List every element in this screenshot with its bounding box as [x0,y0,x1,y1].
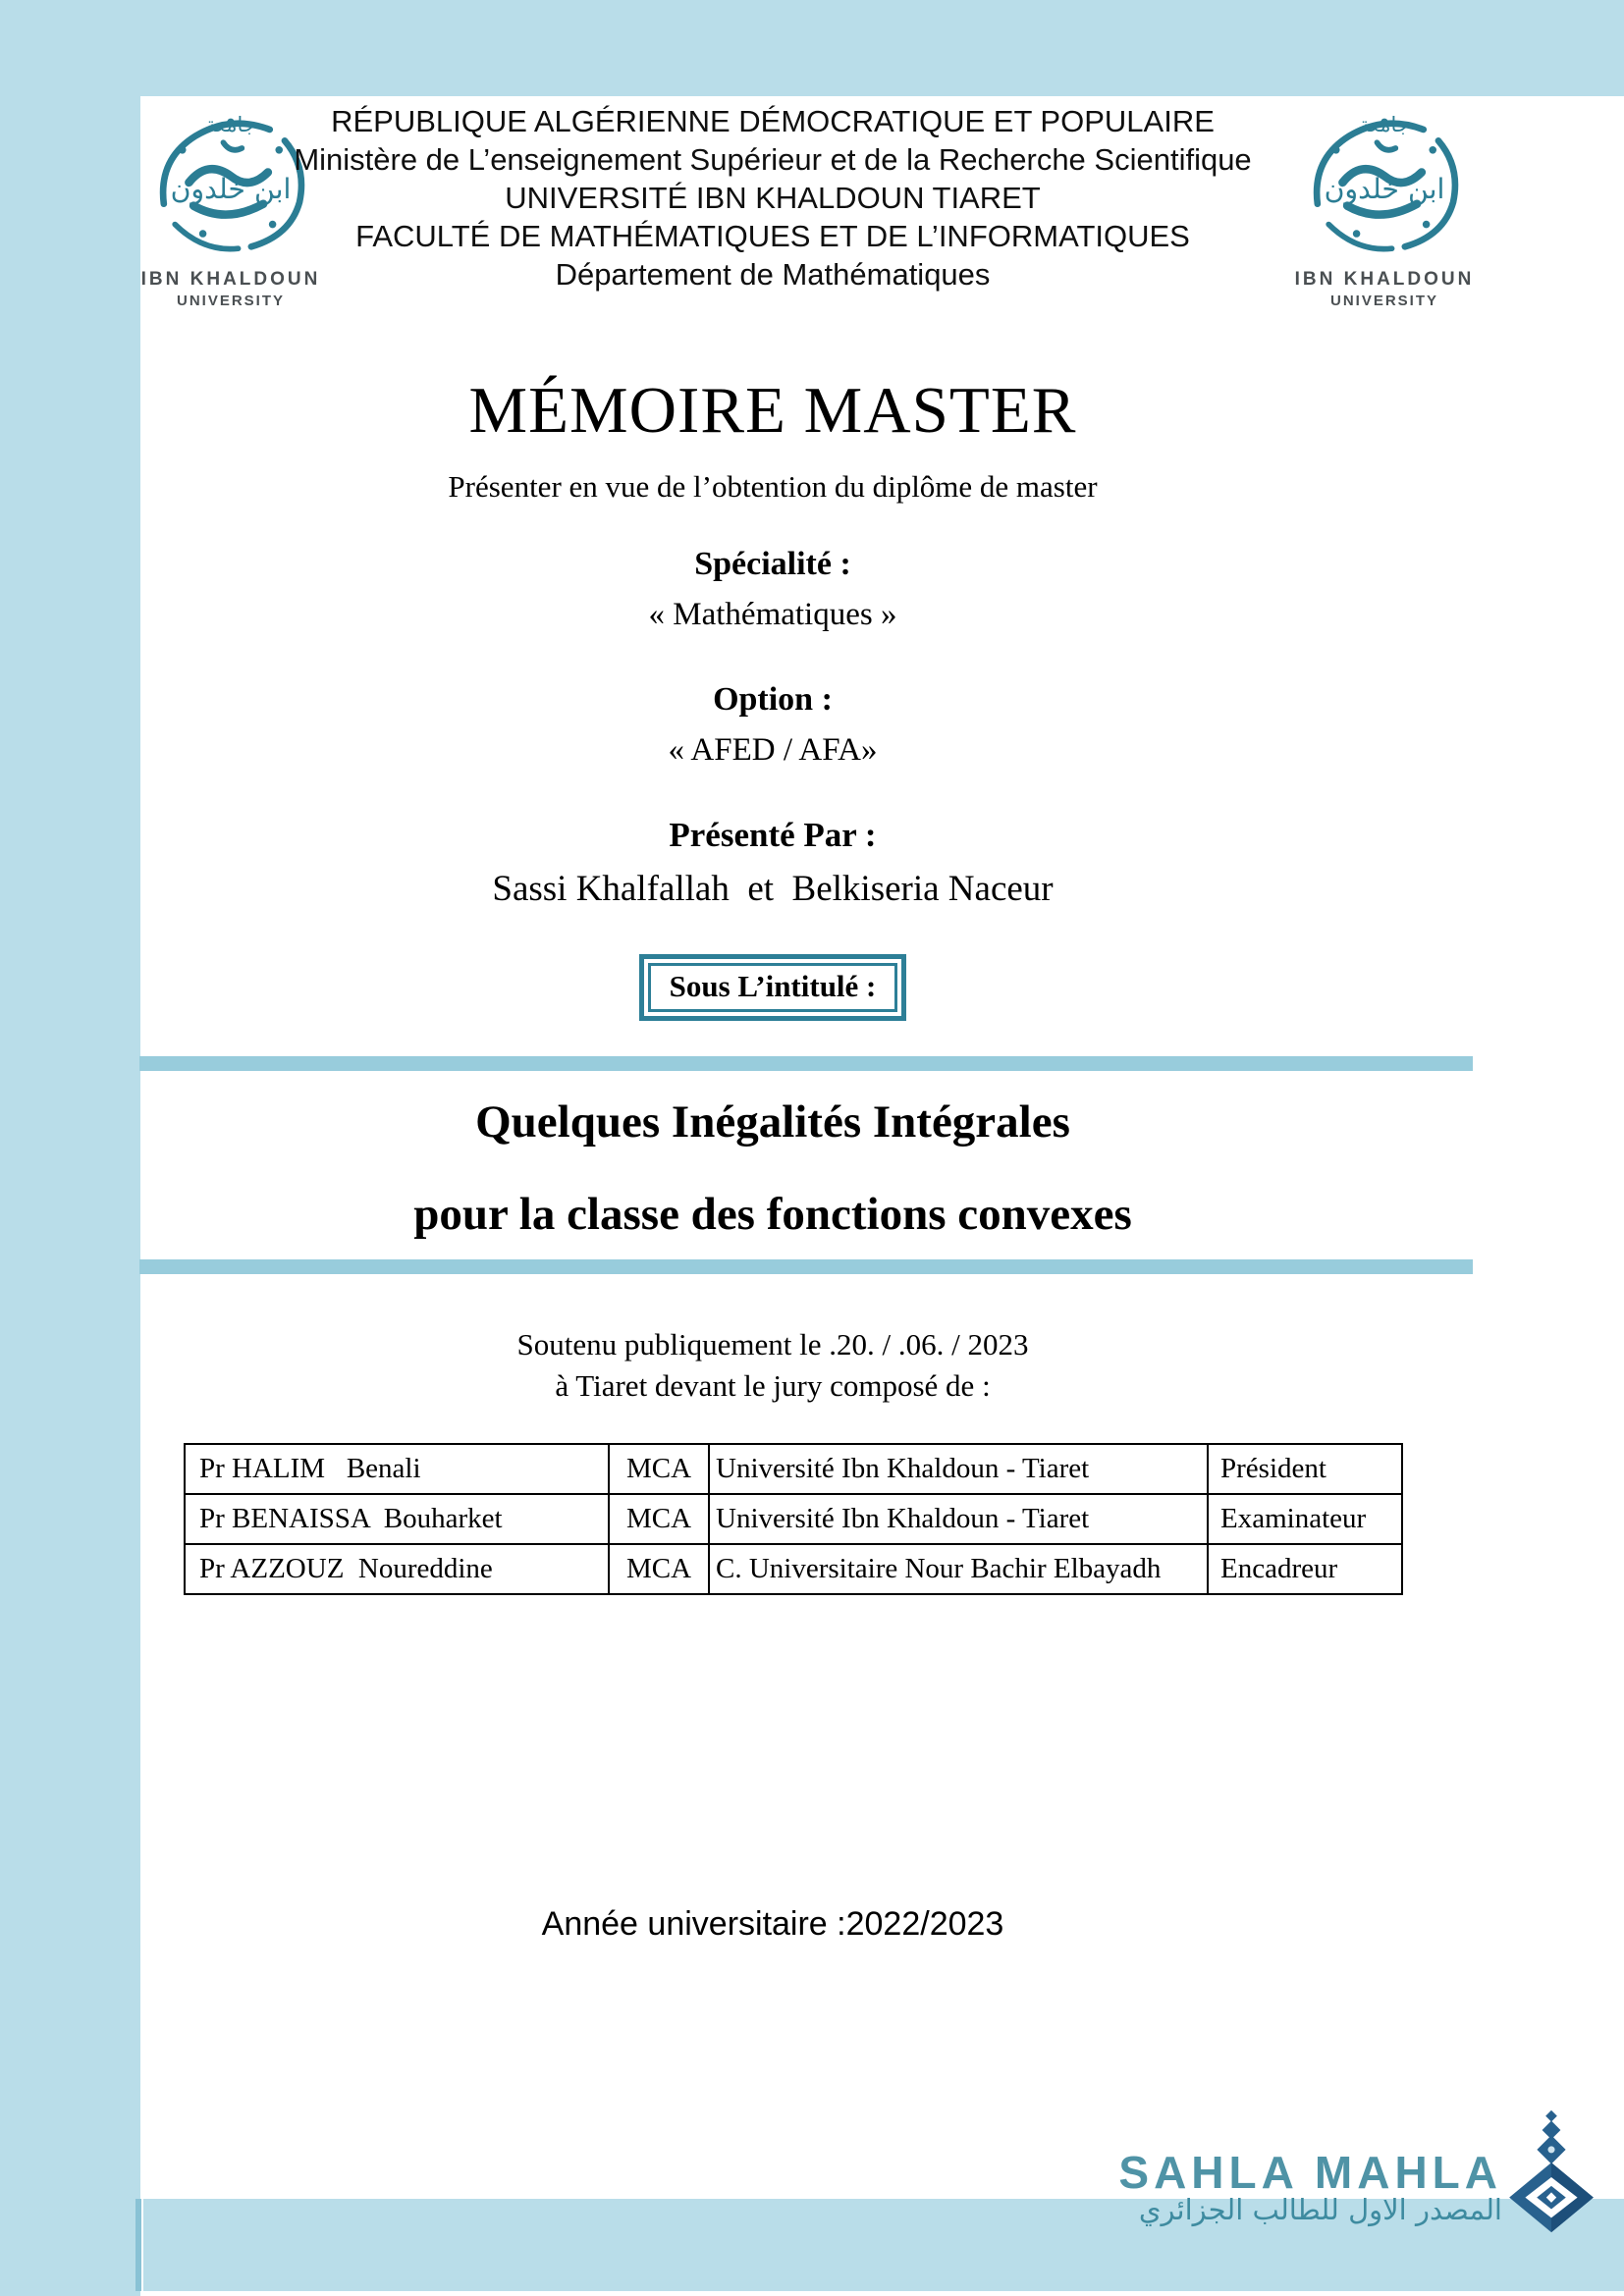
jury-role: Encadreur [1208,1544,1402,1594]
logo-arabic-top-text: جامعة [205,112,256,136]
jury-role: Examinateur [1208,1494,1402,1544]
thesis-title-line1: Quelques Inégalités Intégrales [475,1096,1070,1148]
jury-institution: C. Universitaire Nour Bachir Elbayadh [709,1544,1208,1594]
table-row [185,1544,1402,1594]
logo-caption-line2: UNIVERSITY [176,293,285,309]
presente-par-label: Présenté Par : [669,816,877,854]
logo-arabic-main-text: ابن خلدون [170,173,292,206]
jury-role: Président [1208,1444,1402,1494]
defense-jury-line: à Tiaret devant le jury composé de : [555,1368,991,1403]
specialite-label: Spécialité : [694,546,851,582]
header-line-republique: RÉPUBLIQUE ALGÉRIENNE DÉMOCRATIQUE ET POPULAIRE [331,104,1215,138]
sahla-mahla-logo-icon [1507,2110,1596,2243]
institution-header [140,102,1405,294]
header-line-ministere: Ministère de L’enseignement Supérieur et de la Recherche Scientifique [294,142,1252,177]
logo-caption-line2: UNIVERSITY [1329,293,1438,309]
jury-institution: Université Ibn Khaldoun - Tiaret [709,1444,1208,1494]
title-divider-top [139,1056,1473,1071]
document-subtitle: Présenter en vue de l’obtention du diplôme de master [448,469,1098,504]
defense-date-line: Soutenu publiquement le .20. / .06. / 2023 [516,1327,1029,1362]
left-border-strip [0,0,140,2296]
logo-arabic-top-text: جامعة [1359,112,1410,136]
jury-table [184,1443,1403,1595]
sahla-mahla-tagline: المصدر الاول للطالب الجزائري [1138,2193,1502,2226]
option-value: « AFED / AFA» [668,732,878,768]
title-divider-bottom [139,1259,1473,1274]
document-title: MÉMOIRE MASTER [468,374,1077,447]
jury-grade: MCA [609,1544,709,1594]
jury-grade: MCA [609,1494,709,1544]
jury-name: Pr HALIM Benali [185,1444,609,1494]
top-border-band [0,0,1624,96]
specialite-value: « Mathématiques » [648,597,897,632]
sahla-mahla-brand: SAHLA MAHLA [1118,2147,1502,2198]
jury-institution: Université Ibn Khaldoun - Tiaret [709,1494,1208,1544]
thesis-title-line2: pour la classe des fonctions convexes [413,1189,1132,1240]
logo-arabic-main-text: ابن خلدون [1324,173,1445,206]
logo-caption-line1: IBN KHALDOUN [1294,269,1475,290]
table-row [185,1494,1402,1544]
option-label: Option : [713,681,833,718]
header-line-faculte: FACULTÉ DE MATHÉMATIQUES ET DE L’INFORMATIQUES [355,219,1190,253]
jury-name: Pr BENAISSA Bouharket [185,1494,609,1544]
bottom-band-edge-line [135,2199,141,2291]
sous-intitule-box: Sous L’intitulé : [639,954,907,1021]
jury-name: Pr AZZOUZ Noureddine [185,1544,609,1594]
logo-caption-line1: IBN KHALDOUN [140,269,321,290]
header-line-universite: UNIVERSITÉ IBN KHALDOUN TIARET [505,181,1041,215]
jury-grade: MCA [609,1444,709,1494]
sous-intitule-wrapper [140,954,1405,1021]
academic-year: Année universitaire :2022/2023 [541,1905,1004,1943]
table-row [185,1444,1402,1494]
header-line-departement: Département de Mathématiques [555,257,991,292]
authors-names: Sassi Khalfallah et Belkiseria Naceur [492,869,1054,909]
